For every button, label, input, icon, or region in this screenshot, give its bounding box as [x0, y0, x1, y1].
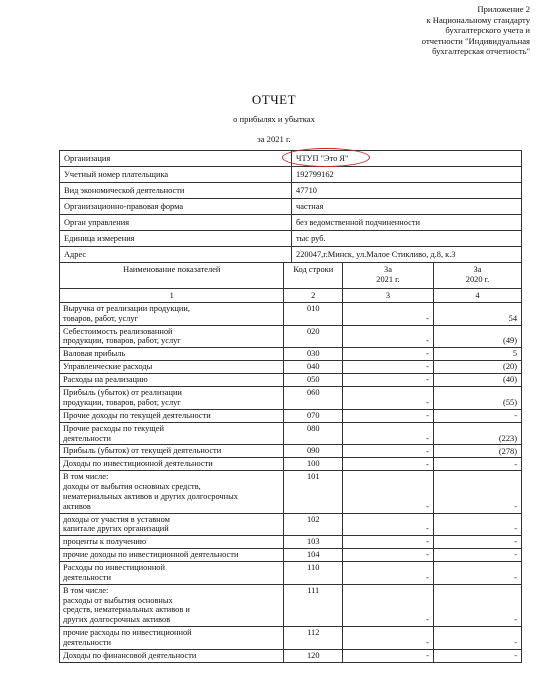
- value-2020: 54: [433, 303, 521, 326]
- table-row: [60, 348, 522, 361]
- table-header-row: [60, 263, 522, 289]
- value-2021: -: [343, 649, 434, 662]
- table-row: [60, 458, 522, 471]
- line-code: 080: [284, 422, 343, 445]
- line-code: 090: [284, 445, 343, 458]
- indicator-name: прочие расходы по инвестиционной деятельности: [60, 626, 284, 649]
- value-2020: (40): [433, 374, 521, 387]
- indicator-name: В том числе: доходы от выбытия основных средств, нематериальных активов и других долгосрочных активов: [60, 471, 284, 513]
- info-row-activity: [60, 183, 522, 199]
- table-row: [60, 584, 522, 626]
- indicator-name: Прибыль (убыток) от текущей деятельности: [60, 445, 284, 458]
- header-year-2020: [433, 263, 521, 289]
- line-code: 030: [284, 348, 343, 361]
- income-statement-table: [59, 262, 522, 663]
- value-2021: -: [343, 361, 434, 374]
- line-code: 050: [284, 374, 343, 387]
- value-2020: -: [433, 584, 521, 626]
- indicator-name: проценты к получению: [60, 536, 284, 549]
- value-2020: -: [433, 409, 521, 422]
- info-label: Вид экономической деятельности: [60, 183, 292, 199]
- indicator-name: Расходы по инвестиционной деятельности: [60, 562, 284, 585]
- info-label: Орган управления: [60, 215, 292, 231]
- column-number: 2: [284, 289, 343, 303]
- line-code: 040: [284, 361, 343, 374]
- highlight-ellipse: [282, 148, 370, 167]
- indicator-name: Выручка от реализации продукции, товаров, работ, услуг: [60, 303, 284, 326]
- value-2021: -: [343, 626, 434, 649]
- info-row-management-body: [60, 215, 522, 231]
- line-code: 111: [284, 584, 343, 626]
- value-2021: -: [343, 513, 434, 536]
- line-code: 112: [284, 626, 343, 649]
- info-row-unit: [60, 231, 522, 247]
- table-row: [60, 626, 522, 649]
- info-label: Адрес: [60, 247, 292, 263]
- line-code: 100: [284, 458, 343, 471]
- info-row-taxpayer-number: [60, 167, 522, 183]
- appendix-line: бухгалтерского учета и: [445, 25, 530, 36]
- table-row: [60, 374, 522, 387]
- indicator-name: В том числе: расходы от выбытия основных средств, нематериальных активов и других долгосрочных активов: [60, 584, 284, 626]
- info-label: Организационно-правовая форма: [60, 199, 292, 215]
- table-row: [60, 445, 522, 458]
- value-2020: (278): [433, 445, 521, 458]
- indicator-name: Себестоимость реализованной продукции, товаров, работ, услуг: [60, 325, 284, 348]
- value-2020: -: [433, 549, 521, 562]
- table-row: [60, 536, 522, 549]
- value-2020: -: [433, 562, 521, 585]
- value-2021: -: [343, 584, 434, 626]
- info-label: Организация: [60, 151, 292, 167]
- table-row: [60, 422, 522, 445]
- value-2021: -: [343, 303, 434, 326]
- table-row: [60, 303, 522, 326]
- value-2021: -: [343, 409, 434, 422]
- organization-info-table: [59, 150, 522, 263]
- value-2020: -: [433, 649, 521, 662]
- report-title: ОТЧЕТ: [251, 92, 297, 107]
- line-code: 102: [284, 513, 343, 536]
- table-row: [60, 361, 522, 374]
- indicator-name: Прочие доходы по текущей деятельности: [60, 409, 284, 422]
- table-row: [60, 513, 522, 536]
- info-value: тыс руб.: [292, 231, 522, 247]
- indicator-name: Прочие расходы по текущей деятельности: [60, 422, 284, 445]
- indicator-name: Управленческие расходы: [60, 361, 284, 374]
- info-value: 220047,г.Минск, ул.Малое Стикливо, д.8, к.3: [292, 247, 522, 263]
- header-indicator-name: Наименование показателей: [60, 263, 284, 289]
- value-2021: -: [343, 458, 434, 471]
- value-2020: 5: [433, 348, 521, 361]
- indicator-name: доходы от участия в уставном капитале других организаций: [60, 513, 284, 536]
- appendix-line: к Национальному стандарту: [426, 14, 530, 25]
- line-code: 101: [284, 471, 343, 513]
- value-2021: -: [343, 549, 434, 562]
- indicator-name: Расходы на реализацию: [60, 374, 284, 387]
- appendix-line: бухгалтерская отчетность": [432, 46, 530, 57]
- table-row: [60, 409, 522, 422]
- indicator-name: прочие доходы по инвестиционной деятельности: [60, 549, 284, 562]
- column-number: 1: [60, 289, 284, 303]
- header-year-2021-text: За 2021 г.: [376, 265, 400, 284]
- line-code: 060: [284, 387, 343, 410]
- value-2020: (49): [433, 325, 521, 348]
- value-2021: -: [343, 374, 434, 387]
- line-code: 070: [284, 409, 343, 422]
- value-2020: -: [433, 513, 521, 536]
- value-2020: (55): [433, 387, 521, 410]
- info-row-organization: [60, 151, 522, 167]
- value-2020: -: [433, 626, 521, 649]
- value-2021: -: [343, 325, 434, 348]
- value-2020: -: [433, 458, 521, 471]
- line-code: 120: [284, 649, 343, 662]
- line-code: 104: [284, 549, 343, 562]
- table-row: [60, 649, 522, 662]
- header-year-2021: [343, 263, 434, 289]
- header-year-2020-text: За 2020 г.: [465, 265, 490, 284]
- info-label: Учетный номер плательщика: [60, 167, 292, 183]
- appendix-line: Приложение 2: [477, 4, 530, 14]
- value-2021: -: [343, 422, 434, 445]
- info-value: 47710: [292, 183, 522, 199]
- info-value: частная: [292, 199, 522, 215]
- report-period: за 2021 г.: [257, 134, 291, 144]
- value-2021: -: [343, 471, 434, 513]
- value-2021: -: [343, 387, 434, 410]
- organization-name: [296, 151, 348, 166]
- indicator-name: Прибыль (убыток) от реализации продукции, товаров, работ, услуг: [60, 387, 284, 410]
- value-2020: (223): [433, 422, 521, 445]
- info-label: Единица измерения: [60, 231, 292, 247]
- report-subtitle: о прибылях и убытках: [233, 114, 315, 124]
- table-row: [60, 387, 522, 410]
- line-code: 103: [284, 536, 343, 549]
- value-2020: (20): [433, 361, 521, 374]
- table-row: [60, 471, 522, 513]
- line-code: 110: [284, 562, 343, 585]
- line-code: 010: [284, 303, 343, 326]
- info-row-address: [60, 247, 522, 263]
- info-value: без ведомственной подчиненности: [292, 215, 522, 231]
- table-row: [60, 325, 522, 348]
- indicator-name: Доходы по инвестиционной деятельности: [60, 458, 284, 471]
- value-2020: -: [433, 536, 521, 549]
- table-row: [60, 562, 522, 585]
- info-value: [292, 151, 522, 167]
- value-2021: -: [343, 348, 434, 361]
- value-2021: -: [343, 445, 434, 458]
- indicator-name: Валовая прибыль: [60, 348, 284, 361]
- line-code: 020: [284, 325, 343, 348]
- info-value: 192799162: [292, 167, 522, 183]
- appendix-line: отчетности "Индивидуальная: [421, 35, 530, 46]
- column-number: 4: [433, 289, 521, 303]
- organization-name-text: ЧТУП "Это Я": [296, 154, 349, 163]
- column-number: 3: [343, 289, 434, 303]
- value-2021: -: [343, 536, 434, 549]
- appendix-note: [290, 4, 530, 57]
- value-2020: -: [433, 471, 521, 513]
- table-row: [60, 549, 522, 562]
- indicator-name: Доходы по финансовой деятельности: [60, 649, 284, 662]
- header-line-code: Код строки: [284, 263, 343, 289]
- value-2021: -: [343, 562, 434, 585]
- column-number-row: [60, 289, 522, 303]
- info-row-legal-form: [60, 199, 522, 215]
- report-body: [60, 303, 522, 663]
